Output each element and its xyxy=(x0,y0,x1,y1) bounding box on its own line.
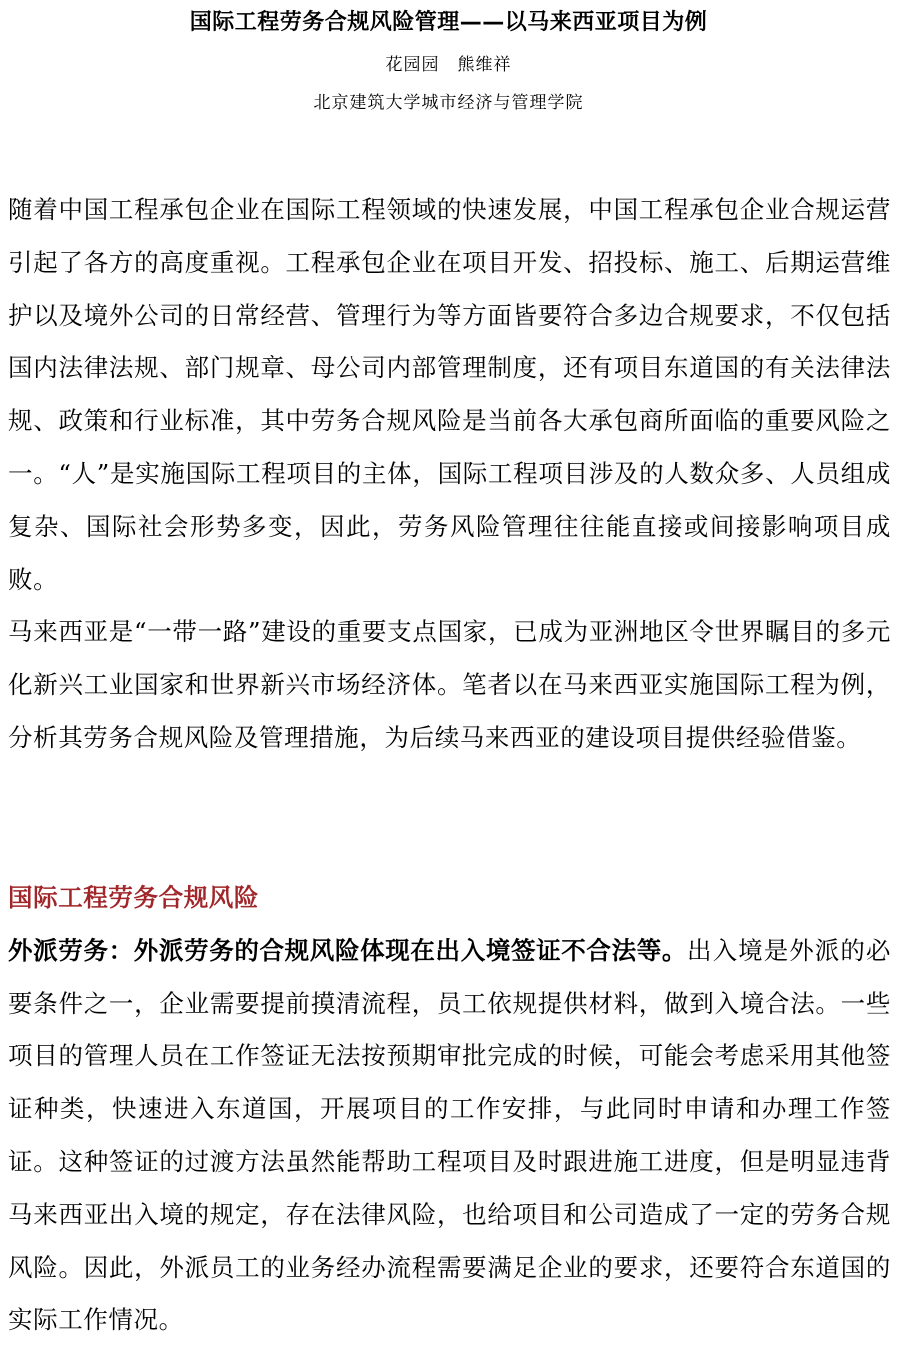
author-affiliation: 北京建筑大学城市经济与管理学院 xyxy=(313,93,584,113)
article-header xyxy=(0,0,897,114)
body-paragraph xyxy=(8,925,891,1347)
intro-section xyxy=(8,184,891,765)
bold-lead-sentence: 外派劳务：外派劳务的合规风险体现在出入境签证不合法等。 xyxy=(8,935,688,965)
author-name: 花园园 xyxy=(385,55,440,75)
paragraph-text: 出入境是外派的必要条件之一，企业需要提前摸清流程，员工依规提供材料，做到入境合法。一些项目的管理人员在工作签证无法按预期审批完成的时候，可能会考虑采用其他签证种类，快速进入东道国，开展项目的工作安排，与此同时申请和办理工作签证。这种签证的过渡方法虽然能帮助工程项目及时跟进施工进度，但是明显违背马来西亚出入境的规定，存在法律风险，也给项目和公司造成了一定的劳务合规风险。因此，外派员工的业务经办流程需要满足企业的要求，还要符合东道国的实际工作情况。 xyxy=(8,935,891,1335)
body-paragraph: 马来西亚是“一带一路”建设的重要支点国家，已成为亚洲地区令世界瞩目的多元化新兴工业国家和世界新兴市场经济体。笔者以在马来西亚实施国际工程为例，分析其劳务合规风险及管理措施，为后续马来西亚的建设项目提供经验借鉴。 xyxy=(8,617,891,752)
body-paragraph: 随着中国工程承包企业在国际工程领域的快速发展，中国工程承包企业合规运营引起了各方的高度重视。工程承包企业在项目开发、招投标、施工、后期运营维护以及境外公司的日常经营、管理行为等方面皆要符合多边合规要求，不仅包括国内法律法规、部门规章、母公司内部管理制度，还有项目东道国的有关法律法规、政策和行业标准，其中劳务合规风险是当前各大承包商所面临的重要风险之一。“人”是实施国际工程项目的主体，国际工程项目涉及的人数众多、人员组成复杂、国际社会形势多变，因此，劳务风险管理往往能直接或间接影响项目成败。 xyxy=(8,195,891,594)
section-heading: 国际工程劳务合规风险 xyxy=(8,883,259,912)
author-list xyxy=(0,40,897,76)
risk-section xyxy=(8,872,891,1347)
author-name: 熊维祥 xyxy=(457,55,512,75)
article-title: 国际工程劳务合规风险管理——以马来西亚项目为例 xyxy=(189,10,708,35)
